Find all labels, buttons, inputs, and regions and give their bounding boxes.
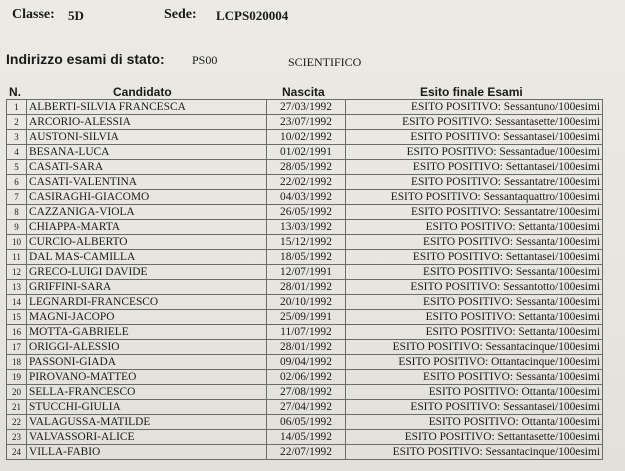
sede-label: Sede: (164, 7, 197, 22)
column-header-candidato: Candidato (113, 85, 172, 99)
table-row (7, 115, 603, 130)
row-number: 12 (7, 265, 27, 280)
candidate-name: CHIAPPA-MARTA (27, 220, 267, 235)
table-row (7, 205, 603, 220)
birth-date: 28/01/1992 (267, 280, 346, 295)
table-row (7, 295, 603, 310)
row-number: 2 (7, 115, 27, 130)
final-result: ESITO POSITIVO: Sessantotto/100esimi (346, 280, 603, 295)
birth-date: 23/07/1992 (267, 115, 346, 130)
indirizzo-code: PS00 (192, 53, 218, 67)
candidate-name: VALVASSORI-ALICE (27, 430, 267, 445)
birth-date: 22/02/1992 (267, 175, 346, 190)
row-number: 19 (7, 370, 27, 385)
candidate-name: AUSTONI-SILVIA (27, 130, 267, 145)
birth-date: 12/07/1991 (267, 265, 346, 280)
final-result: ESITO POSITIVO: Sessanta/100esimi (346, 265, 603, 280)
candidate-name: VALAGUSSA-MATILDE (27, 415, 267, 430)
row-number: 6 (7, 175, 27, 190)
row-number: 21 (7, 400, 27, 415)
classe-value: 5D (68, 8, 84, 23)
birth-date: 11/07/1992 (267, 325, 346, 340)
candidate-name: CASATI-SARA (27, 160, 267, 175)
final-result: ESITO POSITIVO: Sessantuno/100esimi (346, 100, 603, 115)
final-result: ESITO POSITIVO: Sessantadue/100esimi (346, 145, 603, 160)
candidate-name: GRIFFINI-SARA (27, 280, 267, 295)
row-number: 3 (7, 130, 27, 145)
table-row (7, 190, 603, 205)
table-row (7, 310, 603, 325)
classe-label: Classe: (12, 7, 55, 22)
final-result: ESITO POSITIVO: Sessanta/100esimi (346, 370, 603, 385)
birth-date: 06/05/1992 (267, 415, 346, 430)
candidate-name: VILLA-FABIO (27, 445, 267, 460)
candidate-name: CURCIO-ALBERTO (27, 235, 267, 250)
table-row (7, 325, 603, 340)
table-row (7, 400, 603, 415)
birth-date: 27/04/1992 (267, 400, 346, 415)
birth-date: 20/10/1992 (267, 295, 346, 310)
row-number: 14 (7, 295, 27, 310)
row-number: 11 (7, 250, 27, 265)
row-number: 1 (7, 100, 27, 115)
table-row (7, 280, 603, 295)
final-result: ESITO POSITIVO: Settanta/100esimi (346, 220, 603, 235)
indirizzo-label: Indirizzo esami di stato: (6, 51, 165, 67)
column-header-nascita: Nascita (282, 85, 325, 99)
candidate-name: BESANA-LUCA (27, 145, 267, 160)
birth-date: 04/03/1992 (267, 190, 346, 205)
final-result: ESITO POSITIVO: Settantasei/100esimi (346, 160, 603, 175)
table-row (7, 415, 603, 430)
table-row (7, 430, 603, 445)
row-number: 9 (7, 220, 27, 235)
row-number: 24 (7, 445, 27, 460)
indirizzo-name: SCIENTIFICO (288, 55, 362, 69)
row-number: 4 (7, 145, 27, 160)
row-number: 15 (7, 310, 27, 325)
table-row (7, 145, 603, 160)
table-row (7, 130, 603, 145)
final-result: ESITO POSITIVO: Sessantatre/100esimi (346, 205, 603, 220)
candidate-name: DAL MAS-CAMILLA (27, 250, 267, 265)
table-row (7, 250, 603, 265)
table-row (7, 235, 603, 250)
row-number: 22 (7, 415, 27, 430)
table-row (7, 355, 603, 370)
final-result: ESITO POSITIVO: Settanta/100esimi (346, 310, 603, 325)
birth-date: 25/09/1991 (267, 310, 346, 325)
birth-date: 13/03/1992 (267, 220, 346, 235)
row-number: 18 (7, 355, 27, 370)
candidate-name: CAZZANIGA-VIOLA (27, 205, 267, 220)
column-header-n: N. (9, 85, 21, 99)
final-result: ESITO POSITIVO: Sessantacinque/100esimi (346, 340, 603, 355)
row-number: 23 (7, 430, 27, 445)
row-number: 17 (7, 340, 27, 355)
candidate-name: STUCCHI-GIULIA (27, 400, 267, 415)
final-result: ESITO POSITIVO: Sessanta/100esimi (346, 295, 603, 310)
row-number: 20 (7, 385, 27, 400)
candidate-name: CASIRAGHI-GIACOMO (27, 190, 267, 205)
final-result: ESITO POSITIVO: Ottanta/100esimi (346, 385, 603, 400)
sede-value: LCPS020004 (216, 8, 289, 23)
final-result: ESITO POSITIVO: Sessanta/100esimi (346, 235, 603, 250)
candidate-name: ALBERTI-SILVIA FRANCESCA (27, 100, 267, 115)
table-row (7, 445, 603, 460)
table-row (7, 370, 603, 385)
table-row (7, 220, 603, 235)
row-number: 8 (7, 205, 27, 220)
row-number: 7 (7, 190, 27, 205)
table-row (7, 265, 603, 280)
final-result: ESITO POSITIVO: Sessantasei/100esimi (346, 130, 603, 145)
final-result: ESITO POSITIVO: Sessantaquattro/100esimi (346, 190, 603, 205)
candidate-name: SELLA-FRANCESCO (27, 385, 267, 400)
birth-date: 22/07/1992 (267, 445, 346, 460)
birth-date: 09/04/1992 (267, 355, 346, 370)
candidate-name: CASATI-VALENTINA (27, 175, 267, 190)
birth-date: 10/02/1992 (267, 130, 346, 145)
final-result: ESITO POSITIVO: Sessantatre/100esimi (346, 175, 603, 190)
birth-date: 01/02/1991 (267, 145, 346, 160)
final-result: ESITO POSITIVO: Sessantacinque/100esimi (346, 445, 603, 460)
column-header-esito: Esito finale Esami (420, 85, 523, 99)
results-table-body (7, 100, 603, 460)
birth-date: 02/06/1992 (267, 370, 346, 385)
table-row (7, 175, 603, 190)
row-number: 16 (7, 325, 27, 340)
final-result: ESITO POSITIVO: Settanta/100esimi (346, 325, 603, 340)
table-row (7, 385, 603, 400)
birth-date: 26/05/1992 (267, 205, 346, 220)
final-result: ESITO POSITIVO: Ottantacinque/100esimi (346, 355, 603, 370)
candidate-name: GRECO-LUIGI DAVIDE (27, 265, 267, 280)
final-result: ESITO POSITIVO: Ottanta/100esimi (346, 415, 603, 430)
row-number: 13 (7, 280, 27, 295)
birth-date: 27/03/1992 (267, 100, 346, 115)
birth-date: 27/08/1992 (267, 385, 346, 400)
birth-date: 15/12/1992 (267, 235, 346, 250)
results-table (6, 99, 603, 460)
candidate-name: PASSONI-GIADA (27, 355, 267, 370)
candidate-name: MOTTA-GABRIELE (27, 325, 267, 340)
candidate-name: PIROVANO-MATTEO (27, 370, 267, 385)
birth-date: 28/05/1992 (267, 160, 346, 175)
table-row (7, 340, 603, 355)
row-number: 5 (7, 160, 27, 175)
final-result: ESITO POSITIVO: Settantasette/100esimi (346, 430, 603, 445)
final-result: ESITO POSITIVO: Sessantasei/100esimi (346, 400, 603, 415)
birth-date: 18/05/1992 (267, 250, 346, 265)
table-row (7, 160, 603, 175)
birth-date: 14/05/1992 (267, 430, 346, 445)
candidate-name: LEGNARDI-FRANCESCO (27, 295, 267, 310)
candidate-name: ARCORIO-ALESSIA (27, 115, 267, 130)
birth-date: 28/01/1992 (267, 340, 346, 355)
candidate-name: ORIGGI-ALESSIO (27, 340, 267, 355)
row-number: 10 (7, 235, 27, 250)
table-row (7, 100, 603, 115)
final-result: ESITO POSITIVO: Sessantasette/100esimi (346, 115, 603, 130)
candidate-name: MAGNI-JACOPO (27, 310, 267, 325)
final-result: ESITO POSITIVO: Settantasei/100esimi (346, 250, 603, 265)
